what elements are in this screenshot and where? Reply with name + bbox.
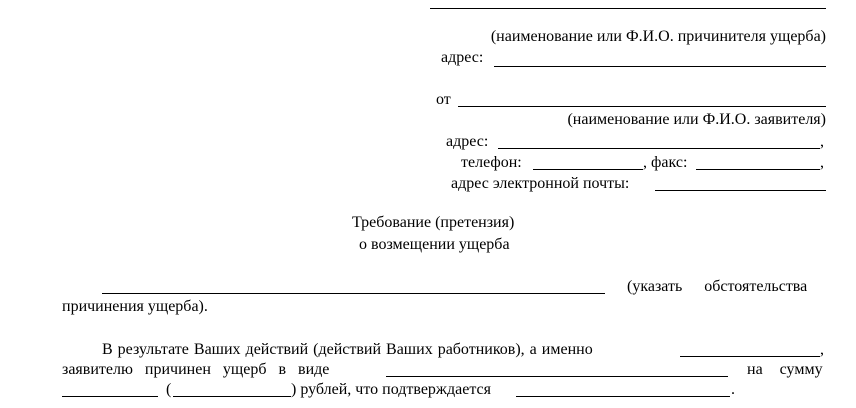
offender-address-label: адрес: [441, 49, 484, 66]
circumstances-line[interactable] [102, 279, 605, 294]
actions-line[interactable] [680, 342, 820, 357]
address-comma: , [820, 133, 824, 150]
open-paren: ( [166, 381, 172, 398]
applicant-address-line[interactable] [498, 134, 820, 149]
document-subtitle: о возмещении ущерба [359, 236, 510, 253]
fax-line[interactable] [696, 155, 820, 170]
offender-caption: (наименование или Ф.И.О. причинителя ущерба) [490, 28, 826, 45]
applicant-address-label: адрес: [446, 133, 489, 150]
circumstances-hint: (указать обстоятельства [627, 278, 808, 295]
phone-line[interactable] [533, 155, 643, 170]
fax-comma: , [820, 154, 824, 171]
amount-label: на сумму [747, 361, 823, 378]
email-line[interactable] [655, 176, 826, 191]
email-label: адрес электронной почты: [451, 175, 630, 192]
applicant-caption: (наименование или Ф.И.О. заявителя) [567, 111, 826, 128]
damage-label: заявителю причинен ущерб в виде [62, 361, 330, 378]
fax-label: , факс: [643, 154, 688, 171]
offender-name-line[interactable] [430, 8, 826, 9]
circumstances-end: причинения ущерба). [62, 298, 208, 315]
offender-address-line[interactable] [494, 52, 826, 67]
final-period: . [731, 381, 735, 398]
rubles-text: ) рублей, что подтверждается [291, 381, 491, 398]
amount-words-line[interactable] [173, 382, 291, 397]
paragraph-start: В результате Ваших действий (действий Ваших работников), а именно [102, 341, 593, 358]
evidence-line[interactable] [516, 382, 730, 397]
damage-type-line[interactable] [386, 362, 728, 377]
amount-digits-line[interactable] [62, 382, 158, 397]
applicant-name-line[interactable] [458, 92, 826, 107]
from-label: от [436, 91, 451, 108]
document-title: Требование (претензия) [352, 214, 515, 231]
phone-label: телефон: [461, 154, 522, 171]
actions-comma: , [820, 341, 824, 358]
